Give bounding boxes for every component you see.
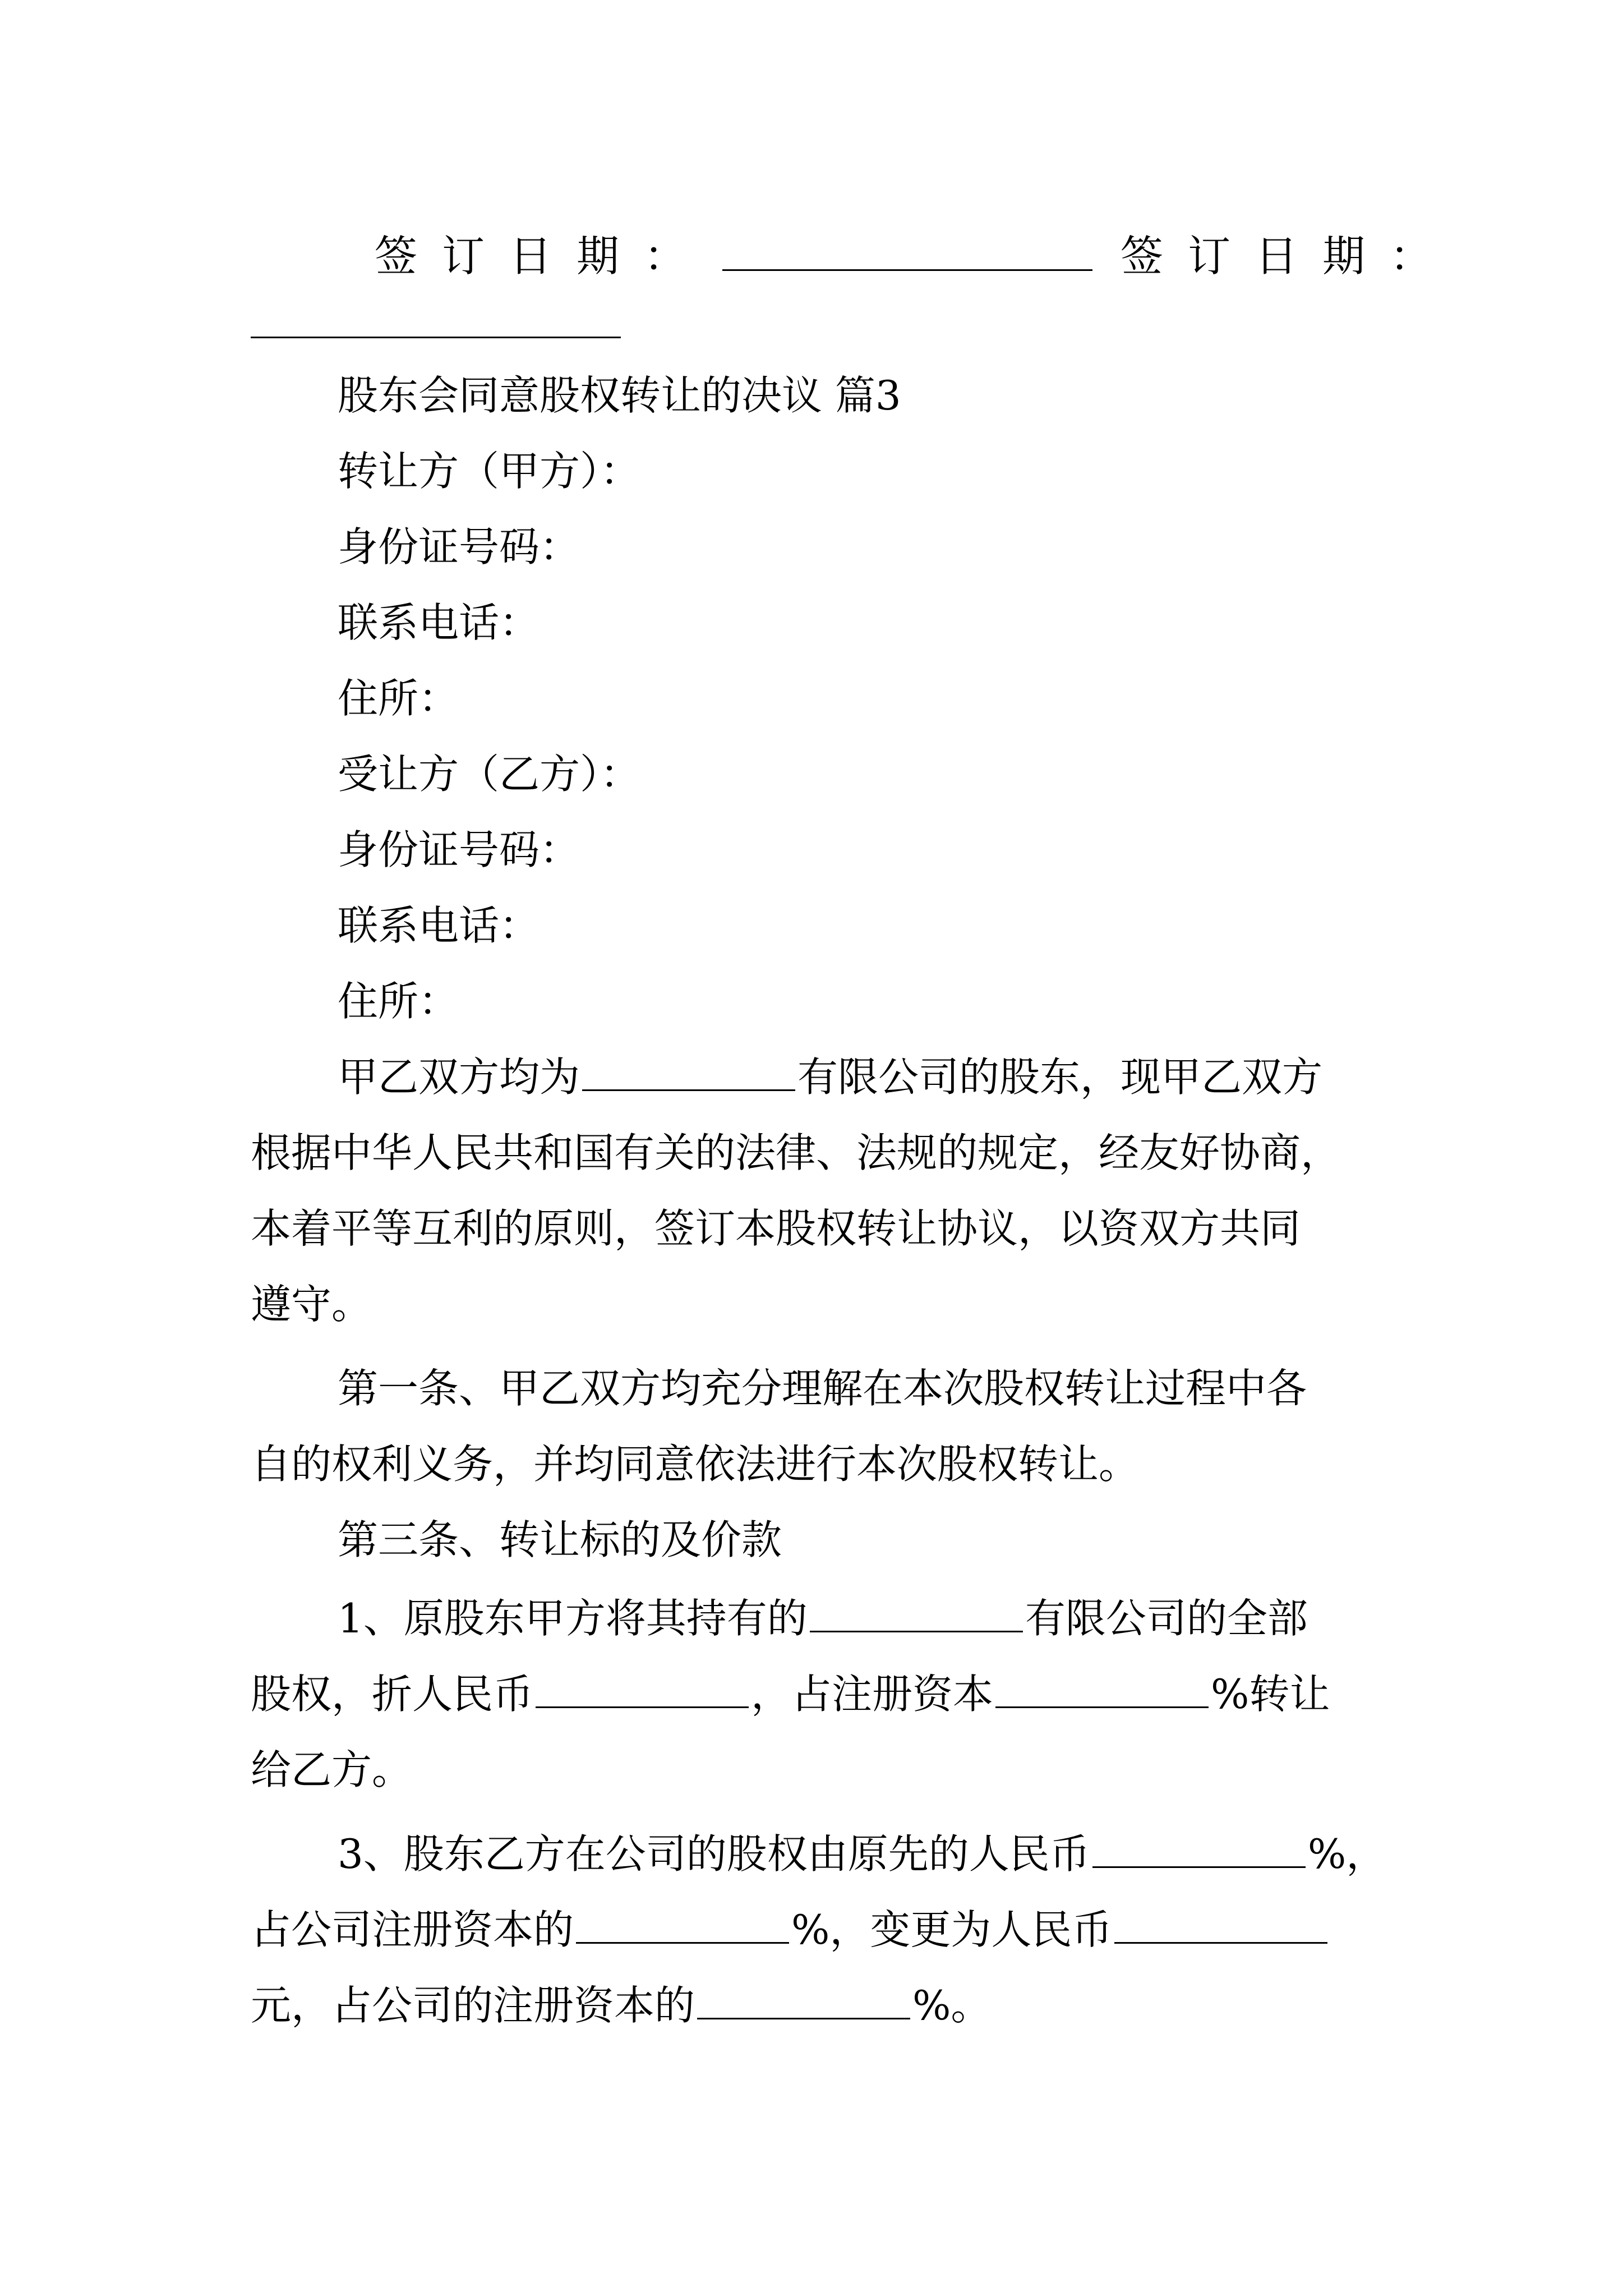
intro-line-4: 遵守。 bbox=[251, 1281, 372, 1328]
intro-text: 有限公司的股东，现甲乙双方 bbox=[797, 1053, 1323, 1101]
signature-date-blank-left bbox=[722, 236, 1092, 271]
article-1-line-2: 自的权利义务，并均同意依法进行本次股权转让。 bbox=[251, 1441, 1140, 1488]
clause-text: 占公司注册资本的 bbox=[251, 1906, 574, 1953]
intro-line-1 bbox=[338, 1049, 1322, 1105]
article-3-p3-line-3 bbox=[251, 1977, 991, 2033]
party-b-phone-label: 联系电话： bbox=[338, 902, 540, 949]
article-1-line-1: 第一条、甲乙双方均充分理解在本次股权转让过程中各 bbox=[338, 1365, 1307, 1412]
intro-line-2: 根据中华人民共和国有关的法律、法规的规定，经友好协商， bbox=[251, 1129, 1341, 1176]
article-3-title: 第三条、转让标的及价款 bbox=[338, 1516, 782, 1563]
intro-text: 甲乙双方均为 bbox=[338, 1053, 580, 1101]
signature-date-label-right: 签订日期： bbox=[1121, 231, 1457, 281]
article-3-p1-line-3: 给乙方。 bbox=[251, 1746, 413, 1793]
clause-text: %转让 bbox=[1211, 1671, 1330, 1718]
article-3-p3-line-1 bbox=[338, 1826, 1386, 1882]
clause-text: ，占注册资本 bbox=[751, 1671, 994, 1718]
amount-blank bbox=[536, 1674, 749, 1708]
party-b-id-label: 身份证号码： bbox=[338, 826, 580, 873]
clause-text: %。 bbox=[912, 1982, 992, 2029]
party-b-address-label: 住所： bbox=[338, 978, 459, 1025]
article-3-p3-line-2 bbox=[251, 1902, 1330, 1958]
section-heading: 股东会同意股权转让的决议 篇3 bbox=[338, 372, 901, 419]
amount-blank bbox=[1114, 1910, 1327, 1944]
article-3-p1-line-2 bbox=[251, 1666, 1330, 1722]
clause-text: %， bbox=[1307, 1830, 1387, 1878]
signature-date-blank-right bbox=[251, 337, 621, 338]
party-a-id-label: 身份证号码： bbox=[338, 523, 580, 570]
intro-line-3: 本着平等互利的原则，签订本股权转让协议，以资双方共同 bbox=[251, 1205, 1301, 1252]
clause-text: 股权，折人民币 bbox=[251, 1671, 534, 1718]
signature-date-label-left: 签订日期： bbox=[375, 231, 711, 281]
percent-blank bbox=[697, 1985, 910, 2019]
clause-text: 1、原股东甲方将其持有的 bbox=[338, 1595, 808, 1642]
party-a-address-label: 住所： bbox=[338, 675, 459, 722]
clause-text: 有限公司的全部 bbox=[1025, 1595, 1308, 1642]
amount-blank bbox=[1092, 1834, 1306, 1868]
company-name-blank bbox=[582, 1057, 795, 1091]
clause-text: %，变更为人民币 bbox=[791, 1906, 1113, 1953]
article-3-p1-line-1 bbox=[338, 1590, 1308, 1646]
clause-text: 元，占公司的注册资本的 bbox=[251, 1982, 695, 2029]
company-name-blank bbox=[810, 1598, 1023, 1632]
percent-blank bbox=[576, 1910, 789, 1944]
party-b-title: 受让方（乙方）： bbox=[338, 751, 641, 798]
party-a-phone-label: 联系电话： bbox=[338, 599, 540, 646]
percent-blank bbox=[995, 1674, 1209, 1708]
party-a-title: 转让方（甲方）： bbox=[338, 448, 641, 495]
signature-date-line bbox=[375, 222, 1457, 283]
clause-text: 3、股东乙方在公司的股权由原先的人民币 bbox=[338, 1830, 1090, 1878]
